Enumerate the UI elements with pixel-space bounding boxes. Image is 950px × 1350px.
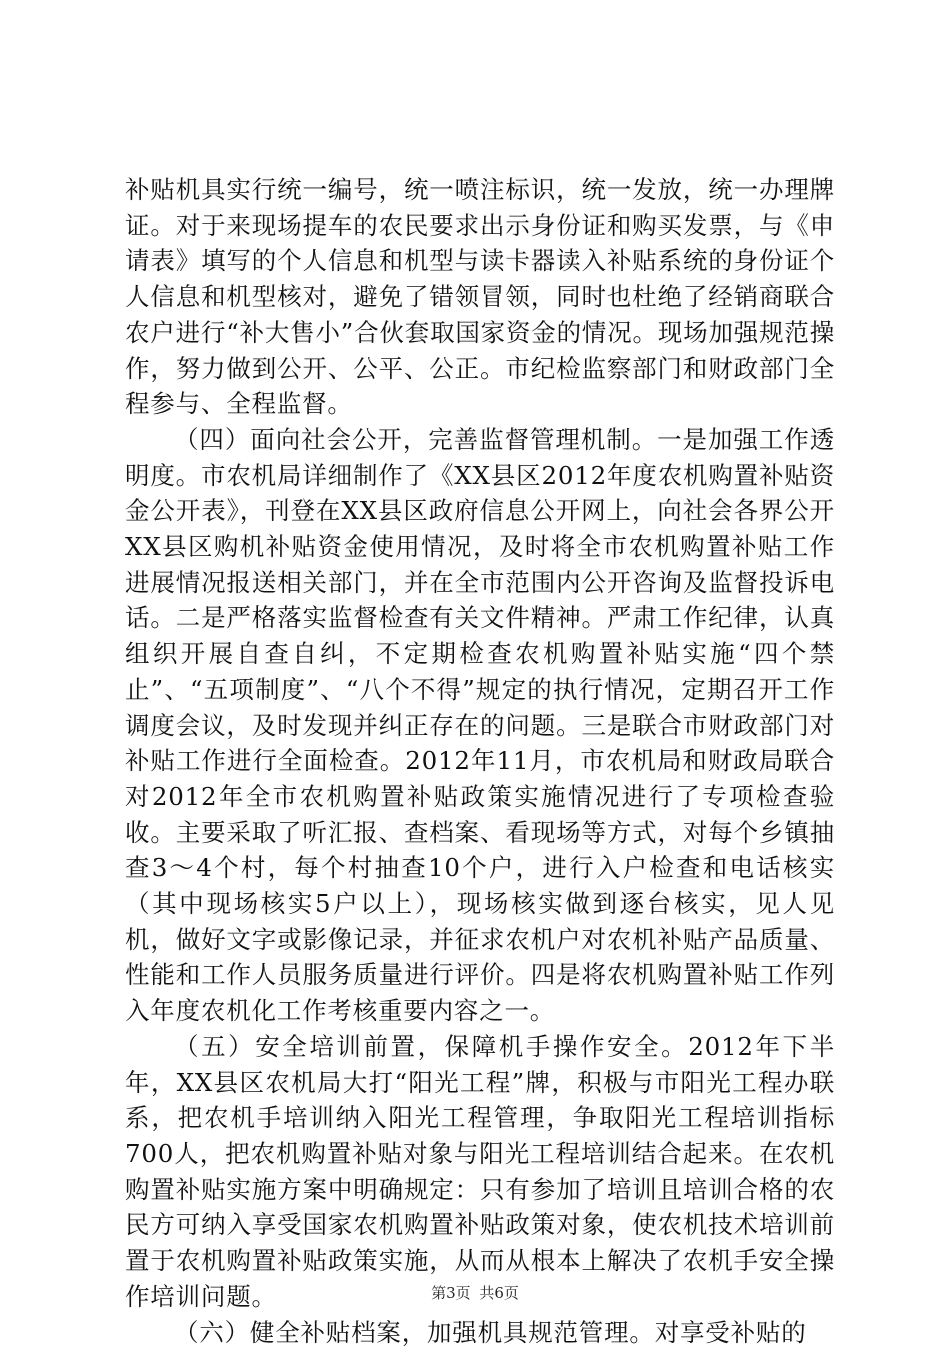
paragraph-continuation: 补贴机具实行统一编号，统一喷注标识，统一发放，统一办理牌证。对于来现场提车的农民要求出示身份证和购买发票，与《申请表》填写的个人信息和机型与读卡器读入补贴系统的身份证个人信息和机型核对，避免了错领冒领，同时也杜绝了经销商联合农户进行“补大售小”合伙套取国家资金的情况。现场加强规范操作，努力做到公开、公平、公正。市纪检监察部门和财政部门全程参与、全程监督。 <box>125 172 835 422</box>
paragraph-section-5: （五）安全培训前置，保障机手操作安全。2012年下半年，XX县区农机局大打“阳光工程”牌，积极与市阳光工程办联系，把农机手培训纳入阳光工程管理，争取阳光工程培训指标700人，把农机购置补贴对象与阳光工程培训结合起来。在农机购置补贴实施方案中明确规定：只有参加了培训且培训合格的农民方可纳入享受国家农机购置补贴政策对象，使农机技术培训前置于农机购置补贴政策实施，从而从根本上解决了农机手安全操作培训问题。 <box>125 1029 835 1315</box>
paragraph-section-4: （四）面向社会公开，完善监督管理机制。一是加强工作透明度。市农机局详细制作了《XX县区2012年度农机购置补贴资金公开表》，刊登在XX县区政府信息公开网上，向社会各界公开XX县区购机补贴资金使用情况，及时将全市农机购置补贴工作进展情况报送相关部门，并在全市范围内公开咨询及监督投诉电话。二是严格落实监督检查有关文件精神。严肃工作纪律，认真组织开展自查自纠，不定期检查农机购置补贴实施“四个禁止”、“五项制度”、“八个不得”规定的执行情况，定期召开工作调度会议，及时发现并纠正存在的问题。三是联合市财政部门对补贴工作进行全面检查。2012年11月，市农机局和财政局联合对2012年全市农机购置补贴政策实施情况进行了专项检查验收。主要采取了听汇报、查档案、看现场等方式，对每个乡镇抽查3～4个村，每个村抽查10个户，进行入户检查和电话核实（其中现场核实5户以上），现场核实做到逐台核实，见人见机，做好文字或影像记录，并征求农机户对农机补贴产品质量、性能和工作人员服务质量进行评价。四是将农机购置补贴工作列入年度农机化工作考核重要内容之一。 <box>125 422 835 1029</box>
paragraph-section-6: （六）健全补贴档案，加强机具规范管理。对享受补贴的 <box>125 1315 835 1350</box>
page-number: 第3页 <box>431 1284 471 1302</box>
page-total: 共6页 <box>479 1284 519 1302</box>
document-body <box>125 172 835 1350</box>
page-footer <box>0 1283 950 1303</box>
